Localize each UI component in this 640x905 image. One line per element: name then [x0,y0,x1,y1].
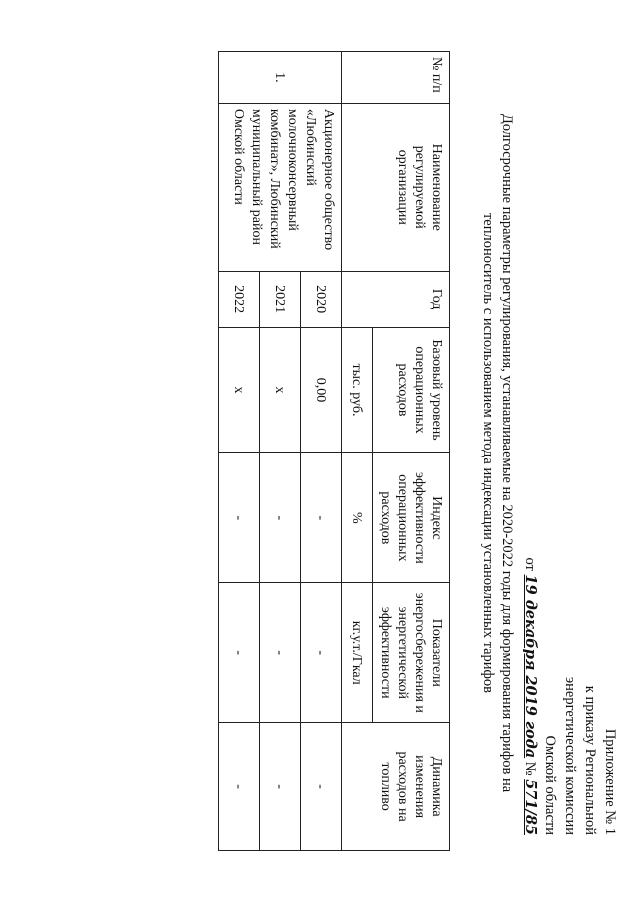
handwritten-date: 19 декабря 2019 года [522,574,539,758]
header-base-level: Базовый уровень операционных расходов [373,327,450,453]
unit-energy: кг.у.т./Гкал [342,582,373,722]
header-org: Наименование регулируемой организации [342,103,450,271]
tariff-parameters-table [218,51,450,851]
efficiency-index-cell: - [301,452,342,582]
year-cell: 2020 [301,271,342,327]
table-row [301,51,342,850]
number-sign: № [522,761,538,776]
document-title [478,63,516,843]
year-cell: 2021 [260,271,301,327]
date-prefix: от [522,556,538,571]
organization-name: Акционерное общество «Любинский молочноконсервный комбинат», Любинский муниципальный район Омской области [219,103,342,271]
title-line-1: Долгосрочные параметры регулирования, устанавливаемые на 2020-2022 годы для формирования тарифов на [499,113,515,792]
appendix-region: Омской области [542,735,558,835]
base-level-cell: 0,00 [301,327,342,453]
header-num: № п/п [342,51,450,103]
efficiency-index-cell: - [219,452,260,582]
appendix-commission: энергетической комиссии [562,676,578,835]
table-header-row [373,51,450,850]
energy-saving-cell: - [260,582,301,722]
appendix-date-line [520,557,540,835]
appendix-order-ref: к приказу Региональной [582,685,598,835]
unit-base: тыс. руб. [342,327,373,453]
efficiency-index-cell: - [260,452,301,582]
energy-saving-cell: - [301,582,342,722]
fuel-dynamics-cell: - [219,722,260,850]
year-cell: 2022 [219,271,260,327]
fuel-dynamics-cell: - [301,722,342,850]
header-energy-saving: Показатели энергосбережения и энергетической эффективности [373,582,450,722]
base-level-cell: x [219,327,260,453]
handwritten-order-number: 571/85 [522,778,539,835]
header-fuel-dynamics: Динамика изменения расходов на топливо [342,722,450,850]
energy-saving-cell: - [219,582,260,722]
appendix-header [520,557,620,835]
base-level-cell: x [260,327,301,453]
fuel-dynamics-cell: - [260,722,301,850]
unit-index: % [342,452,373,582]
appendix-number: Приложение № 1 [602,728,618,835]
header-efficiency-index: Индекс эффективности операционных расходов [373,452,450,582]
title-line-2: теплоноситель с использованием метода индексации установленных тарифов [480,212,496,693]
row-number: 1. [219,51,342,103]
rotated-document-page [10,23,630,883]
header-year: Год [342,271,450,327]
